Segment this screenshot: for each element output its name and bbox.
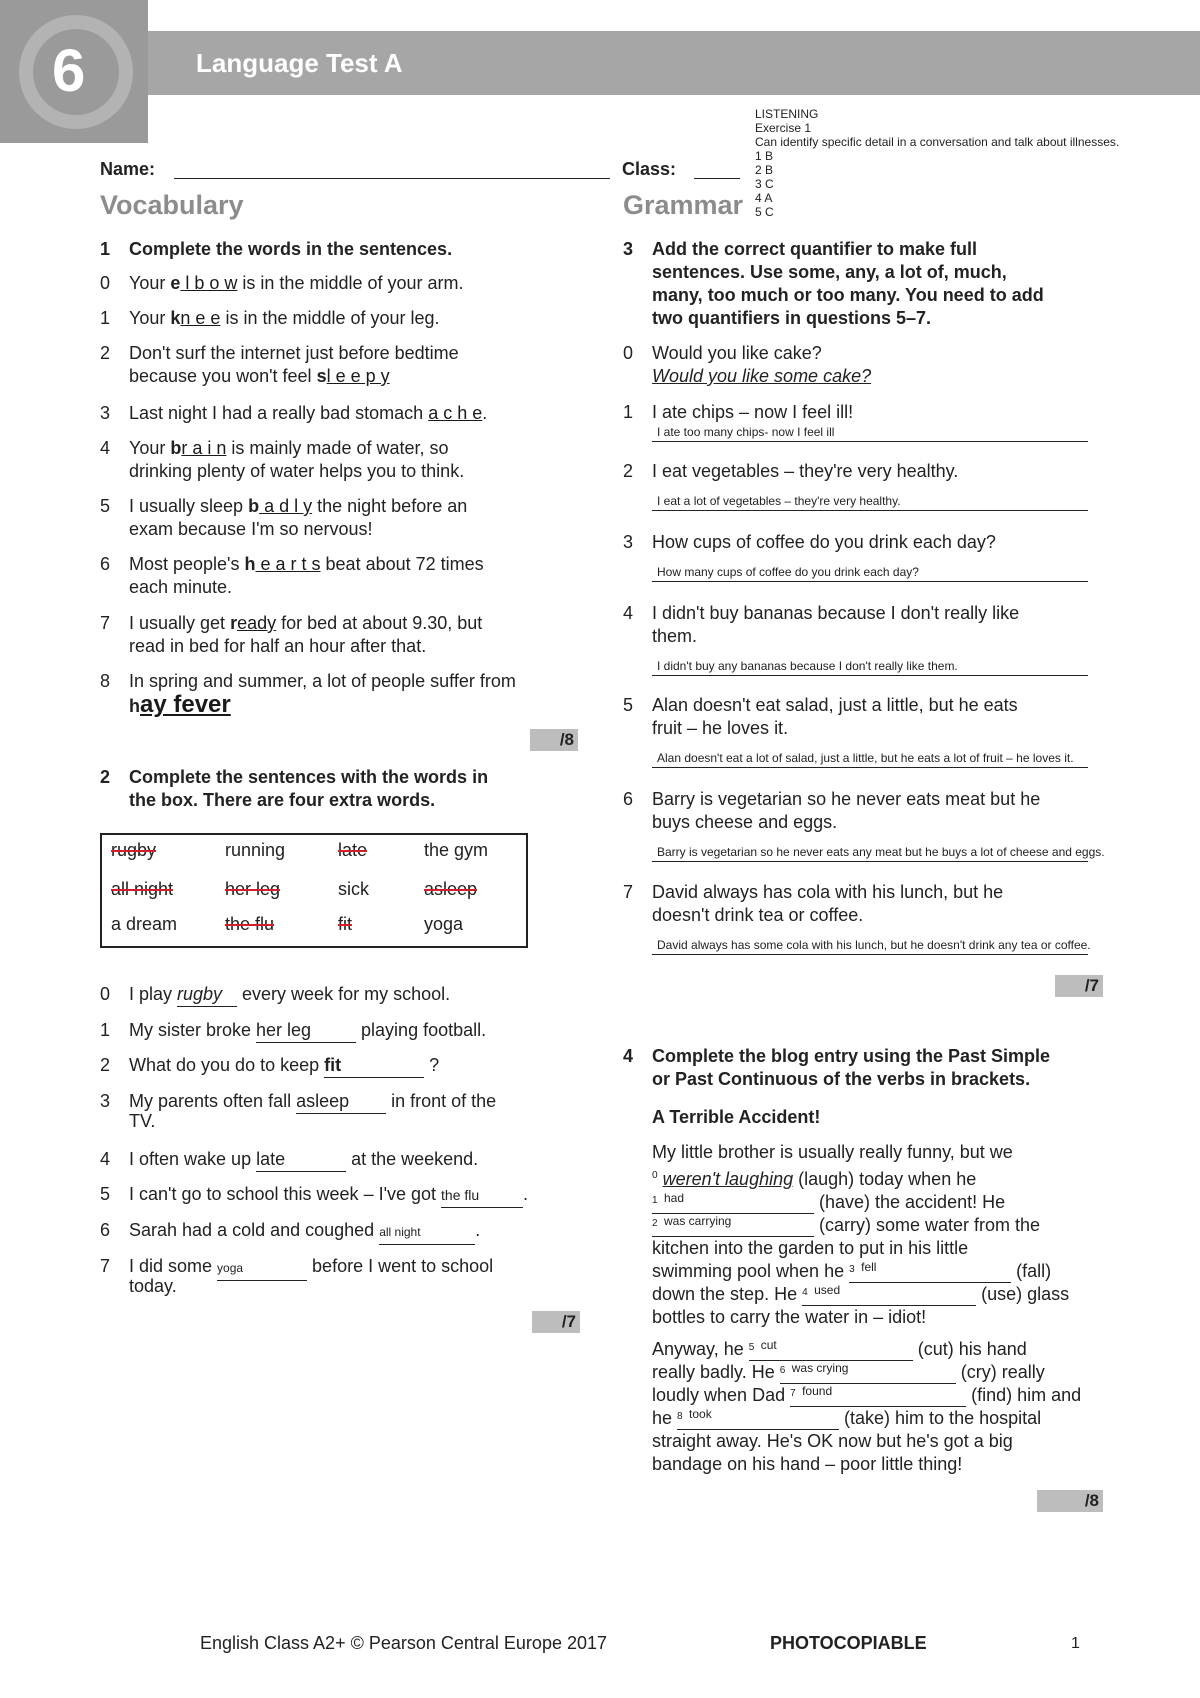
ex1-item-text: Don't surf the internet just before bedtime xyxy=(129,343,459,363)
ex4-score: /8 xyxy=(1037,1490,1103,1512)
ex4-number: 4 xyxy=(623,1046,634,1066)
ex3-answer-line xyxy=(652,675,1088,676)
blank-0[interactable]: weren't laughing xyxy=(662,1169,794,1189)
ex1-item-number: 1 xyxy=(100,308,111,328)
ex2-item-number: 0 xyxy=(100,984,111,1004)
blank-8[interactable]: took xyxy=(689,1407,712,1421)
ex2-number: 2 xyxy=(100,767,111,787)
ex1-answer[interactable]: n e e xyxy=(180,308,221,328)
ex1-answer[interactable]: a c h e xyxy=(428,403,483,423)
ex3-answer[interactable]: I didn't buy any bananas because I don't really like them. xyxy=(657,659,958,673)
ex1-item-number: 7 xyxy=(100,613,111,633)
ex2-item-sentence: I did some yoga before I went to school xyxy=(129,1255,493,1281)
ex1-item-text: each minute. xyxy=(129,577,233,597)
ex2-instruction-line2: the box. There are four extra words. xyxy=(129,790,436,810)
blog-title: A Terrible Accident! xyxy=(652,1107,821,1127)
ex2-item-sentence: I often wake up late at the weekend. xyxy=(129,1148,478,1172)
ex1-item-number: 2 xyxy=(100,343,111,363)
ex3-question: buys cheese and eggs. xyxy=(652,812,838,832)
ex2-answer[interactable]: rugby xyxy=(177,983,237,1007)
ex1-item-sentence: I usually get ready for bed at about 9.30, but xyxy=(129,613,483,633)
name-label: Name: xyxy=(100,159,156,179)
ex3-item-number: 7 xyxy=(623,882,634,902)
ex3-item-number: 1 xyxy=(623,402,634,422)
ex3-example-question: Would you like cake? xyxy=(652,343,822,363)
blank-1[interactable]: had xyxy=(664,1191,685,1205)
page-number: 1 xyxy=(1071,1635,1080,1652)
ex2-item-sentence: My sister broke her leg playing football. xyxy=(129,1019,486,1043)
blog-paragraph-2: Anyway, he 5 cut (cut) his hand really badly. He 6 was crying (cry) really loudly when Dad 7 found (find) him and he 8 took (take) him to the hospital straight away. He's OK now but he's got a big bandage on his hand – poor little thing! xyxy=(652,1338,1082,1474)
ex1-item-sentence: Your e l b o w is in the middle of your arm. xyxy=(129,273,464,293)
ex1-answer[interactable]: r a i n xyxy=(181,438,227,458)
word-box-item: the flu xyxy=(225,914,275,934)
header-bar xyxy=(0,31,1200,95)
ex2-answer[interactable]: her leg xyxy=(256,1019,356,1043)
ex3-answer-line xyxy=(652,441,1088,442)
blank-6[interactable]: was crying xyxy=(791,1361,849,1375)
ex3-item-number: 2 xyxy=(623,461,634,481)
ex3-answer[interactable]: I eat a lot of vegetables – they're very healthy. xyxy=(657,494,901,508)
blank-5[interactable]: cut xyxy=(760,1338,777,1352)
ex4-instruction-line1: Complete the blog entry using the Past Simple xyxy=(652,1046,1051,1066)
word-box-item: late xyxy=(338,840,368,860)
word-box-item: running xyxy=(225,840,286,860)
ex2-answer[interactable]: all night xyxy=(379,1221,475,1245)
ex1-score: /8 xyxy=(530,729,578,751)
ex3-answer[interactable]: Barry is vegetarian so he never eats any meat but he buys a lot of cheese and eggs. xyxy=(657,845,1105,859)
ex3-answer[interactable]: Alan doesn't eat a lot of salad, just a little, but he eats a lot of fruit – he loves it. xyxy=(657,751,1074,765)
ex3-answer[interactable]: I ate too many chips- now I feel ill xyxy=(657,425,835,439)
ex1-item-text: exam because I'm so nervous! xyxy=(129,519,373,539)
ex3-answer-line xyxy=(652,510,1088,511)
ex1-item-number: 3 xyxy=(100,403,111,423)
ex2-item-number: 6 xyxy=(100,1220,111,1240)
name-field[interactable] xyxy=(174,178,610,179)
footer-photocopiable: PHOTOCOPIABLE xyxy=(770,1633,927,1653)
ex2-answer[interactable]: late xyxy=(256,1148,346,1172)
ex3-instruction: Add the correct quantifier to make full sentences. Use some, any, a lot of, much, many, too much or too many. You need to add two quantifiers in questions 5–7. xyxy=(652,239,1044,328)
ex1-item-sentence: Your br a i n is mainly made of water, so xyxy=(129,438,449,458)
ex1-answer[interactable]: a d l y xyxy=(259,496,313,516)
class-label: Class: xyxy=(622,159,677,179)
blank-2[interactable]: was carrying xyxy=(664,1214,732,1228)
word-box-item: her leg xyxy=(225,879,281,899)
ex1-item-sentence: Most people's h e a r t s beat about 72 times xyxy=(129,554,484,574)
word-box-item: a dream xyxy=(111,914,178,934)
blank-4[interactable]: used xyxy=(814,1283,841,1297)
blank-7[interactable]: found xyxy=(802,1384,833,1398)
ex4-instruction-line2: or Past Continuous of the verbs in brackets. xyxy=(652,1069,1031,1089)
word-box-item: yoga xyxy=(424,914,464,934)
ex1-item-sentence: Last night I had a really bad stomach a c h e. xyxy=(129,403,488,423)
ex1-answer[interactable]: e a r t s xyxy=(255,554,321,574)
ex2-item-sentence: I can't go to school this week – I've got the flu . xyxy=(129,1183,528,1208)
ex2-item-sentence: What do you do to keep fit ? xyxy=(129,1054,439,1078)
blank-3[interactable]: fell xyxy=(861,1260,877,1274)
ex3-question: Alan doesn't eat salad, just a little, but he eats xyxy=(652,695,1018,715)
ex3-question: fruit – he loves it. xyxy=(652,718,789,738)
ex1-item-text: read in bed for half an hour after that. xyxy=(129,636,427,656)
ex2-instruction-line1: Complete the sentences with the words in xyxy=(129,767,489,787)
ex1-item-number: 8 xyxy=(100,671,111,691)
ex2-item-sentence: My parents often fall asleep in front of the xyxy=(129,1090,496,1114)
ex3-item-number: 3 xyxy=(623,532,634,552)
blog-paragraph-1: My little brother is usually really funny, but we $^0$ weren't laughing (laugh) today when he 1 had (have) the accident! He 2 was carrying (carry) some water from the kitchen into the garden to put in his little swimming pool when he 3 fell (fall) down the step. He 4 used (use) glass bottles to carry the water in – idiot! xyxy=(652,1142,1070,1327)
word-box-item: asleep xyxy=(424,879,478,899)
ex1-item-sentence: hay fever xyxy=(129,691,231,718)
grammar-heading: Grammar xyxy=(623,190,744,220)
ex3-question: them. xyxy=(652,626,698,646)
ex2-answer[interactable]: yoga xyxy=(217,1257,307,1281)
footer-copyright: English Class A2+ © Pearson Central Europe 2017 xyxy=(200,1633,608,1653)
ex2-item-sentence: I play rugby every week for my school. xyxy=(129,983,450,1007)
ex1-answer[interactable]: eady xyxy=(237,613,277,633)
ex3-answer[interactable]: David always has some cola with his lunch, but he doesn't drink any tea or coffee. xyxy=(657,938,1091,952)
ex1-item-sentence: I usually sleep b a d l y the night before an xyxy=(129,496,468,516)
unit-number: 6 xyxy=(52,37,86,104)
ex1-item-number: 0 xyxy=(100,273,111,293)
ex3-example-answer: Would you like some cake? xyxy=(652,366,872,386)
ex3-number: 3 xyxy=(623,239,634,259)
ex1-item-number: 4 xyxy=(100,438,111,458)
ex1-item-sentence: because you won't feel sl e e p y xyxy=(129,366,390,386)
ex3-question: David always has cola with his lunch, but he xyxy=(652,882,1004,902)
word-box-item: the gym xyxy=(424,840,489,860)
ex2-score: /7 xyxy=(532,1311,580,1333)
ex2-answer[interactable]: asleep xyxy=(296,1090,386,1114)
ex1-item-number: 5 xyxy=(100,496,111,516)
ex3-question: I ate chips – now I feel ill! xyxy=(652,402,854,422)
ex1-answer[interactable]: ay fever xyxy=(140,691,231,718)
ex2-item-number: 5 xyxy=(100,1184,111,1204)
ex1-item-text: drinking plenty of water helps you to think. xyxy=(129,461,465,481)
ex3-answer-line xyxy=(652,581,1088,582)
ex1-answer[interactable]: l b o w xyxy=(180,273,238,293)
answer-key: LISTENING Exercise 1 Can identify specific detail in a conversation and talk about illnesses. 1 B 2 B 3 C 4 A 5 C xyxy=(755,107,1120,219)
ex3-question: Barry is vegetarian so he never eats meat but he xyxy=(652,789,1041,809)
ex3-answer-line xyxy=(652,767,1088,768)
ex3-answer-line xyxy=(652,954,1088,955)
ex1-item-sentence: Your kn e e is in the middle of your leg. xyxy=(129,308,440,328)
ex2-item-number: 7 xyxy=(100,1256,111,1276)
ex3-answer[interactable]: How many cups of coffee do you drink each day? xyxy=(657,565,919,579)
word-box-item: rugby xyxy=(111,840,157,860)
ex2-item-number: 4 xyxy=(100,1149,111,1169)
ex3-example-number: 0 xyxy=(623,343,634,363)
ex3-answer-line xyxy=(652,861,1088,862)
ex3-score: /7 xyxy=(1055,975,1103,997)
ex1-item-text: In spring and summer, a lot of people suffer from xyxy=(129,671,516,691)
ex2-item-text: today. xyxy=(129,1276,177,1296)
ex2-item-number: 3 xyxy=(100,1091,111,1111)
ex3-item-number: 6 xyxy=(623,789,634,809)
ex1-item-number: 6 xyxy=(100,554,111,574)
ex1-instruction: Complete the words in the sentences. xyxy=(129,239,453,259)
class-field[interactable] xyxy=(694,178,740,179)
ex3-question: I didn't buy bananas because I don't really like xyxy=(652,603,1020,623)
ex3-question: I eat vegetables – they're very healthy. xyxy=(652,461,959,481)
ex2-answer[interactable]: fit xyxy=(324,1054,424,1078)
page-title: Language Test A xyxy=(196,48,403,78)
ex3-question: doesn't drink tea or coffee. xyxy=(652,905,864,925)
unit-badge xyxy=(0,0,148,143)
ex2-answer[interactable]: the flu xyxy=(441,1184,523,1208)
ex2-item-sentence: Sarah had a cold and coughed all night . xyxy=(129,1219,480,1245)
ex3-item-number: 4 xyxy=(623,603,634,623)
ex3-question: How cups of coffee do you drink each day? xyxy=(652,532,996,552)
word-box-item: fit xyxy=(338,914,353,934)
ex2-item-text: TV. xyxy=(129,1111,156,1131)
vocabulary-heading: Vocabulary xyxy=(100,190,244,220)
ex1-number: 1 xyxy=(100,239,111,259)
ex2-item-number: 2 xyxy=(100,1055,111,1075)
ex3-item-number: 5 xyxy=(623,695,634,715)
ex2-item-number: 1 xyxy=(100,1020,111,1040)
word-box-item: all night xyxy=(111,879,174,899)
ex1-answer[interactable]: l e e p y xyxy=(326,366,390,386)
word-box-item: sick xyxy=(338,879,369,899)
